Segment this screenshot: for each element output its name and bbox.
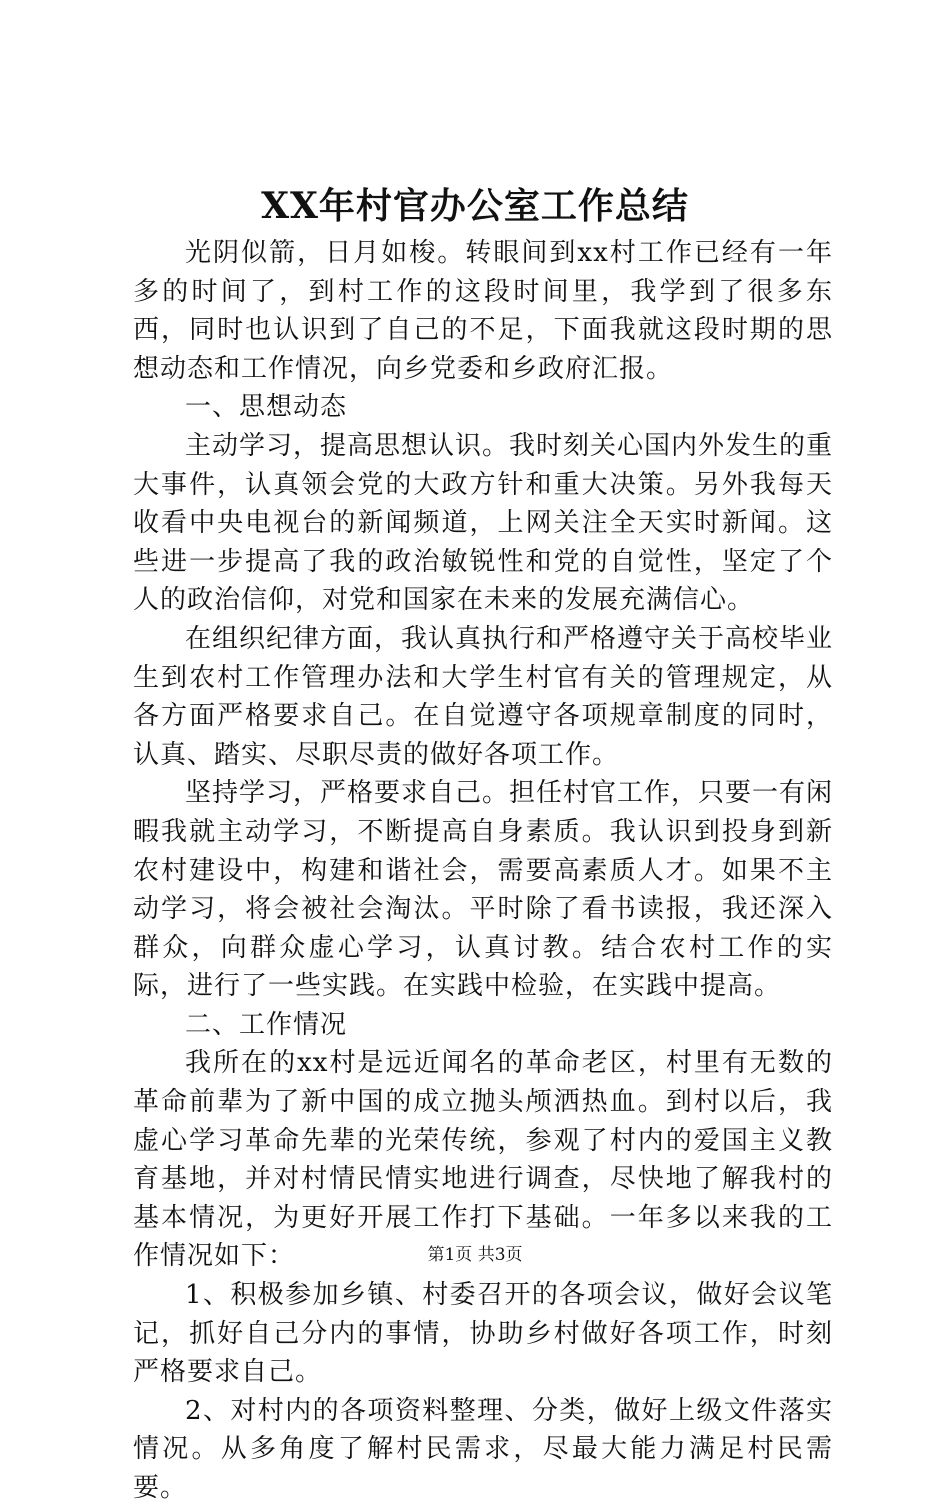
document-body	[133, 234, 833, 1508]
paragraph-discipline: 在组织纪律方面，我认真执行和严格遵守关于高校毕业生到农村工作管理办法和大学生村官有关的管理规定，从各方面严格要求自己。在自觉遵守各项规章制度的同时，认真、踏实、尽职尽责的做好各项工作。	[133, 623, 834, 770]
paragraph-persist: 坚持学习，严格要求自己。担任村官工作，只要一有闲暇我就主动学习，不断提高自身素质。我认识到投身到新农村建设中，构建和谐社会，需要高素质人才。如果不主动学习，将会被社会淘汰。平时除了看书读报，我还深入群众，向群众虚心学习，认真讨教。结合农村工作的实际，进行了一些实践。在实践中检验，在实践中提高。	[133, 778, 834, 1002]
document-title: XX年村官办公室工作总结	[261, 185, 689, 227]
list-item-documents: 2、对村内的各项资料整理、分类，做好上级文件落实情况。从多角度了解村民需求，尽最大能力满足村民需要。	[133, 1395, 833, 1503]
list-item-meetings: 1、积极参加乡镇、村委召开的各项会议，做好会议笔记，抓好自己分内的事情，协助乡村做好各项工作，时刻严格要求自己。	[133, 1280, 833, 1388]
paragraph-study: 主动学习，提高思想认识。我时刻关心国内外发生的重大事件，认真领会党的大政方针和重大决策。另外我每天收看中央电视台的新闻频道，上网关注全天实时新闻。这些进一步提高了我的政治敏锐性和党的自觉性，坚定了个人的政治信仰，对党和国家在未来的发展充满信心。	[133, 430, 834, 616]
section-heading-thoughts: 一、思想动态	[185, 392, 348, 423]
paragraph-village: 我所在的xx村是远近闻名的革命老区，村里有无数的革命前辈为了新中国的成立抛头颅洒热血。到村以后，我虚心学习革命先辈的光荣传统，参观了村内的爱国主义教育基地，并对村情民情实地进行调查，尽快地了解我村的基本情况，为更好开展工作打下基础。一年多以来我的工作情况如下：	[133, 1048, 833, 1272]
section-heading-work: 二、工作情况	[185, 1009, 348, 1040]
paragraph-intro: 光阴似箭，日月如梭。转眼间到xx村工作已经有一年多的时间了，到村工作的这段时间里，我学到了很多东西，同时也认识到了自己的不足，下面我就这段时期的思想动态和工作情况，向乡党委和乡政府汇报。	[133, 238, 833, 384]
page-number-footer: 第1页 共3页	[427, 1245, 523, 1265]
